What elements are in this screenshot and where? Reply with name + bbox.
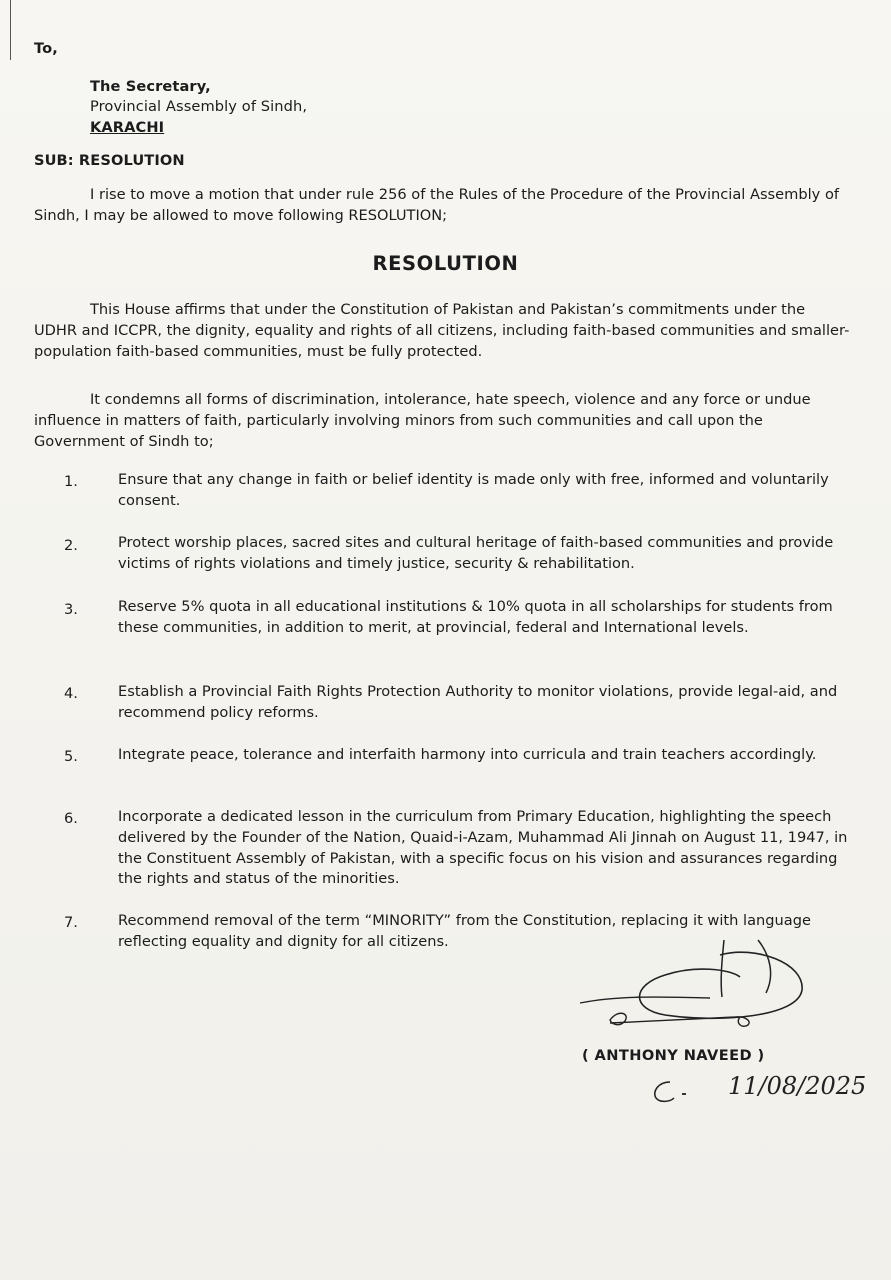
- subject-label: SUB:: [34, 152, 74, 169]
- item-text: Protect worship places, sacred sites and cultural heritage of faith-based communities and provide victims of rights violations and timely justice, security & rehabilitation.: [118, 534, 834, 572]
- item-number: 1.: [64, 473, 78, 490]
- resolution-heading: RESOLUTION: [372, 252, 519, 275]
- intro-paragraph: I rise to move a motion that under rule 256 of the Rules of the Procedure of the Provincial Assembly of Sindh, I may be allowed to move following RESOLUTION;: [34, 186, 840, 224]
- item-text: Establish a Provincial Faith Rights Protection Authority to monitor violations, provide legal-aid, and recommend policy reforms.: [118, 683, 838, 721]
- recipient-organization: Provincial Assembly of Sindh,: [90, 98, 308, 115]
- resolution-paragraph-2: It condemns all forms of discrimination, intolerance, hate speech, violence and any force or undue influence in matters of faith, particularly involving minors from such communities and call upon the Government of Sindh to;: [34, 391, 811, 450]
- item-number: 4.: [64, 685, 78, 702]
- item-text: Ensure that any change in faith or belief identity is made only with free, informed and voluntarily consent.: [118, 471, 829, 509]
- subject-line: [34, 150, 185, 171]
- item-number: 6.: [64, 810, 78, 827]
- item-number: 7.: [64, 914, 78, 931]
- recipient-title: The Secretary,: [90, 78, 211, 95]
- handwritten-signature: [570, 935, 830, 1040]
- handwritten-initial-mark: [648, 1076, 688, 1106]
- item-number: 3.: [64, 601, 78, 618]
- item-text: Incorporate a dedicated lesson in the curriculum from Primary Education, highlighting the speech delivered by the Founder of the Nation, Quaid-i-Azam, Muhammad Ali Jinnah on August 11, 1947, in the Constituent Assembly of Pakistan, with a specific focus on his vision and assurances regarding the rights and status of the minorities.: [118, 808, 848, 888]
- item-text: Recommend removal of the term “MINORITY” from the Constitution, replacing it with language reflecting equality and dignity for all citizens.: [118, 912, 811, 950]
- page-edge-line: [10, 0, 11, 60]
- item-number: 2.: [64, 537, 78, 554]
- item-text: Reserve 5% quota in all educational institutions & 10% quota in all scholarships for students from these communities, in addition to merit, at provincial, federal and International levels.: [118, 598, 833, 636]
- item-text: Integrate peace, tolerance and interfaith harmony into curricula and train teachers accordingly.: [118, 746, 817, 763]
- resolution-paragraph-1: This House affirms that under the Constitution of Pakistan and Pakistan’s commitments under the UDHR and ICCPR, the dignity, equality and rights of all citizens, including faith-based communities and smaller-population faith-based communities, must be fully protected.: [34, 301, 850, 360]
- item-number: 5.: [64, 748, 78, 765]
- subject-text: RESOLUTION: [78, 152, 185, 169]
- salutation: To,: [34, 40, 58, 57]
- signatory-name: ( ANTHONY NAVEED ): [582, 1047, 765, 1064]
- recipient-city: KARACHI: [90, 119, 165, 136]
- handwritten-date: 11/08/2025: [728, 1072, 867, 1100]
